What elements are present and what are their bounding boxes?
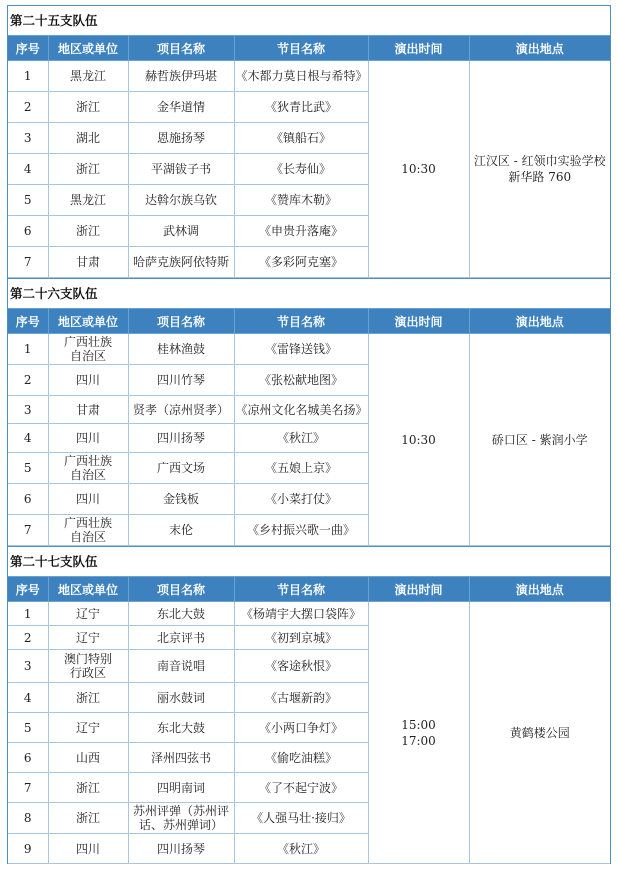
- program-name: 《多彩阿克塞》: [234, 247, 368, 278]
- program-name: 《五娘上京》: [234, 453, 368, 484]
- project-name: 哈萨克族阿依特斯: [128, 247, 234, 278]
- program-name: 《了不起宁波》: [234, 773, 368, 803]
- schedule-table: [8, 576, 610, 864]
- project-name: 四川竹琴: [128, 365, 234, 396]
- region: 浙江: [48, 154, 128, 185]
- row-number: 5: [8, 185, 48, 216]
- row-number: 6: [8, 484, 48, 515]
- region: 辽宁: [48, 713, 128, 743]
- row-number: 6: [8, 216, 48, 247]
- project-name: 赫哲族伊玛堪: [128, 61, 234, 92]
- column-header: 演出地点: [469, 309, 610, 334]
- column-header: 项目名称: [128, 36, 234, 61]
- program-name: 《镇船石》: [234, 123, 368, 154]
- project-name: 桂林渔鼓: [128, 334, 234, 365]
- column-header: 演出时间: [368, 577, 469, 602]
- row-number: 8: [8, 803, 48, 834]
- project-name: 四明南词: [128, 773, 234, 803]
- row-number: 7: [8, 773, 48, 803]
- region: 浙江: [48, 92, 128, 123]
- project-name: 恩施扬琴: [128, 123, 234, 154]
- project-name: 东北大鼓: [128, 602, 234, 626]
- region: 甘肃: [48, 247, 128, 278]
- column-header: 地区或单位: [48, 36, 128, 61]
- row-number: 9: [8, 834, 48, 864]
- row-number: 7: [8, 515, 48, 546]
- program-name: 《张松献地图》: [234, 365, 368, 396]
- region: 辽宁: [48, 626, 128, 650]
- table-row: [8, 602, 610, 626]
- project-name: 末伦: [128, 515, 234, 546]
- table-row: [8, 61, 610, 92]
- region: 辽宁: [48, 602, 128, 626]
- row-number: 4: [8, 154, 48, 185]
- region: 黑龙江: [48, 185, 128, 216]
- program-name: 《秋江》: [234, 424, 368, 453]
- region: 浙江: [48, 803, 128, 834]
- column-header: 演出时间: [368, 309, 469, 334]
- project-name: 武林调: [128, 216, 234, 247]
- region: 四川: [48, 484, 128, 515]
- performance-time: 10:30: [368, 334, 469, 546]
- project-name: 平湖钹子书: [128, 154, 234, 185]
- program-name: 《初到京城》: [234, 626, 368, 650]
- row-number: 4: [8, 424, 48, 453]
- program-name: 《小两口争灯》: [234, 713, 368, 743]
- region: 湖北: [48, 123, 128, 154]
- project-name: 北京评书: [128, 626, 234, 650]
- performance-venue: 硚口区 - 紫润小学: [469, 334, 610, 546]
- group-title: 第二十六支队伍: [8, 278, 610, 308]
- table-header-row: [8, 309, 610, 334]
- region: 四川: [48, 834, 128, 864]
- project-name: 金钱板: [128, 484, 234, 515]
- program-name: 《杨靖宇大摆口袋阵》: [234, 602, 368, 626]
- program-name: 《秋江》: [234, 834, 368, 864]
- row-number: 2: [8, 92, 48, 123]
- region: 黑龙江: [48, 61, 128, 92]
- column-header: 节目名称: [234, 577, 368, 602]
- column-header: 演出地点: [469, 577, 610, 602]
- region: 广西壮族 自治区: [48, 453, 128, 484]
- project-name: 丽水鼓词: [128, 683, 234, 713]
- region: 澳门特别 行政区: [48, 650, 128, 683]
- program-name: 《凉州文化名城美名扬》: [234, 396, 368, 424]
- project-name: 达斡尔族乌钦: [128, 185, 234, 216]
- group-title: 第二十五支队伍: [8, 5, 610, 35]
- column-header: 演出地点: [469, 36, 610, 61]
- program-name: 《赞库木勒》: [234, 185, 368, 216]
- region: 广西壮族 自治区: [48, 515, 128, 546]
- project-name: 南音说唱: [128, 650, 234, 683]
- region: 浙江: [48, 216, 128, 247]
- row-number: 6: [8, 743, 48, 773]
- region: 浙江: [48, 773, 128, 803]
- program-name: 《客途秋恨》: [234, 650, 368, 683]
- row-number: 5: [8, 713, 48, 743]
- program-name: 《古堰新韵》: [234, 683, 368, 713]
- program-name: 《木都力莫日根与希特》: [234, 61, 368, 92]
- project-name: 金华道情: [128, 92, 234, 123]
- column-header: 序号: [8, 36, 48, 61]
- group-title: 第二十七支队伍: [8, 546, 610, 576]
- project-name: 四川扬琴: [128, 834, 234, 864]
- performance-venue: 江汉区 - 红领巾实验学校新华路 760: [469, 61, 610, 278]
- row-number: 7: [8, 247, 48, 278]
- row-number: 3: [8, 123, 48, 154]
- column-header: 项目名称: [128, 309, 234, 334]
- table-header-row: [8, 577, 610, 602]
- performance-schedule: [7, 5, 611, 864]
- project-name: 广西文场: [128, 453, 234, 484]
- row-number: 1: [8, 61, 48, 92]
- row-number: 5: [8, 453, 48, 484]
- performance-venue: 黄鹤楼公园: [469, 602, 610, 864]
- column-header: 演出时间: [368, 36, 469, 61]
- region: 四川: [48, 365, 128, 396]
- schedule-table: [8, 35, 610, 278]
- row-number: 4: [8, 683, 48, 713]
- region: 山西: [48, 743, 128, 773]
- program-name: 《偷吃油糕》: [234, 743, 368, 773]
- program-name: 《申贵升落庵》: [234, 216, 368, 247]
- column-header: 序号: [8, 577, 48, 602]
- region: 广西壮族 自治区: [48, 334, 128, 365]
- column-header: 地区或单位: [48, 577, 128, 602]
- table-row: [8, 334, 610, 365]
- region: 四川: [48, 424, 128, 453]
- project-name: 泽州四弦书: [128, 743, 234, 773]
- row-number: 2: [8, 365, 48, 396]
- row-number: 3: [8, 396, 48, 424]
- row-number: 1: [8, 334, 48, 365]
- row-number: 3: [8, 650, 48, 683]
- column-header: 节目名称: [234, 309, 368, 334]
- column-header: 节目名称: [234, 36, 368, 61]
- table-header-row: [8, 36, 610, 61]
- schedule-table: [8, 308, 610, 546]
- row-number: 2: [8, 626, 48, 650]
- program-name: 《人强马壮·接归》: [234, 803, 368, 834]
- performance-time: 15:00 17:00: [368, 602, 469, 864]
- project-name: 贤孝（凉州贤孝）: [128, 396, 234, 424]
- program-name: 《雷锋送钱》: [234, 334, 368, 365]
- column-header: 序号: [8, 309, 48, 334]
- column-header: 地区或单位: [48, 309, 128, 334]
- program-name: 《乡村振兴歌一曲》: [234, 515, 368, 546]
- region: 浙江: [48, 683, 128, 713]
- project-name: 东北大鼓: [128, 713, 234, 743]
- row-number: 1: [8, 602, 48, 626]
- project-name: 四川扬琴: [128, 424, 234, 453]
- program-name: 《狄青比武》: [234, 92, 368, 123]
- performance-time: 10:30: [368, 61, 469, 278]
- column-header: 项目名称: [128, 577, 234, 602]
- project-name: 苏州评弹（苏州评话、苏州弹词）: [128, 803, 234, 834]
- program-name: 《小菜打仗》: [234, 484, 368, 515]
- region: 甘肃: [48, 396, 128, 424]
- program-name: 《长寿仙》: [234, 154, 368, 185]
